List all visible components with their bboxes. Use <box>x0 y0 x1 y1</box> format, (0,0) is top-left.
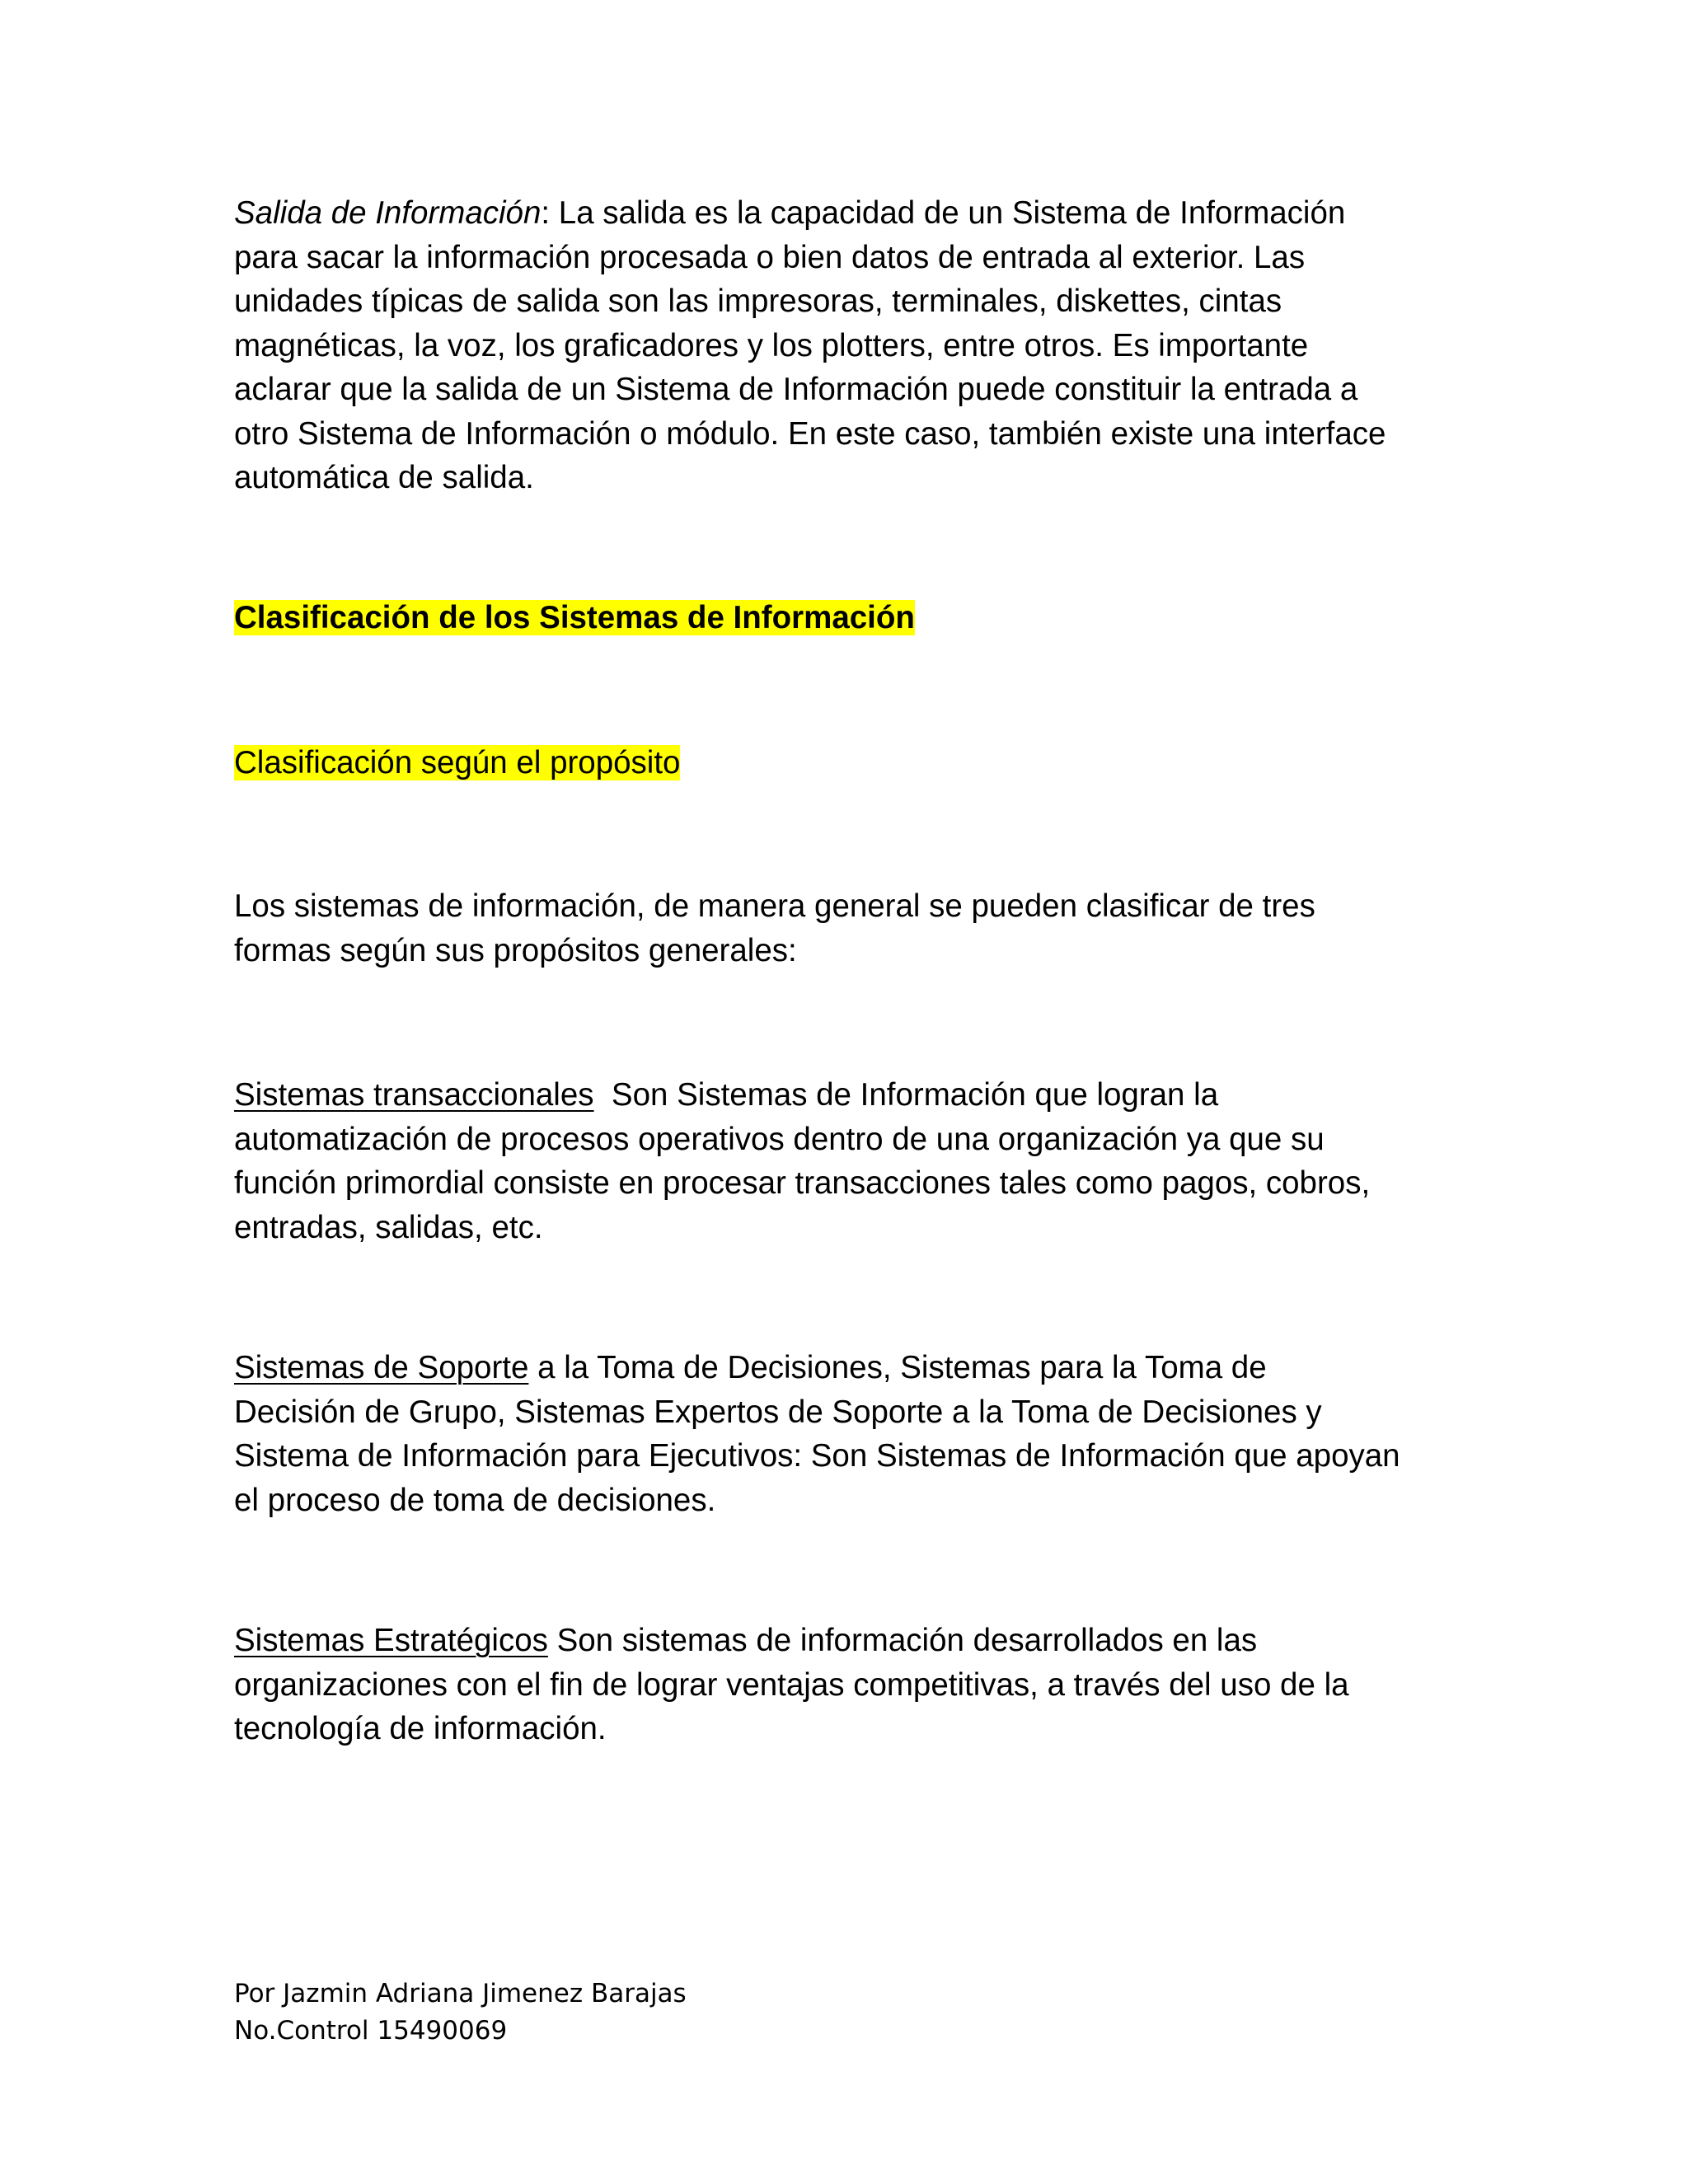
term-sistemas-transaccionales: Sistemas transaccionales <box>234 1077 594 1113</box>
paragraph-line: unidades típicas de salida son las impresoras, terminales, diskettes, cintas <box>234 284 1282 319</box>
paragraph-line: formas según sus propósitos generales: <box>234 932 797 968</box>
footer-author: Por Jazmin Adriana Jimenez Barajas <box>234 1979 687 2008</box>
paragraph-line: otro Sistema de Información o módulo. En este caso, también existe una interface <box>234 415 1386 452</box>
paragraph-transaccionales <box>234 1073 1470 1249</box>
paragraph-intro <box>234 884 1470 972</box>
paragraph-line: automática de salida. <box>234 460 534 495</box>
paragraph-line: Sistemas transaccionales Son Sistemas de Información que logran la <box>234 1077 1219 1113</box>
subheading-proposito-text: Clasificación según el propósito <box>234 745 681 780</box>
paragraph-estrategicos <box>234 1619 1470 1751</box>
paragraph-line: Los sistemas de información, de manera general se pueden clasificar de tres <box>234 888 1315 924</box>
footer <box>234 1975 687 2050</box>
footer-control-number: No.Control 15490069 <box>234 2016 508 2046</box>
term-salida-informacion: Salida de Información <box>234 195 542 231</box>
paragraph-line: Sistemas de Soporte a la Toma de Decisiones, Sistemas para la Toma de <box>234 1350 1267 1385</box>
paragraph-line: aclarar que la salida de un Sistema de Información puede constituir la entrada a <box>234 372 1358 407</box>
heading-clasificacion-text: Clasificación de los Sistemas de Información <box>234 600 915 635</box>
heading-clasificacion <box>234 596 1470 640</box>
paragraph-line: tecnología de información. <box>234 1711 607 1746</box>
subheading-proposito <box>234 741 1470 785</box>
paragraph-line: organizaciones con el fin de lograr ventajas competitivas, a través del uso de la <box>234 1666 1349 1703</box>
paragraph-line: automatización de procesos operativos dentro de una organización ya que su <box>234 1121 1325 1157</box>
paragraph-line: Salida de Información: La salida es la capacidad de un Sistema de Información <box>234 195 1346 231</box>
paragraph-line: Sistemas Estratégicos Son sistemas de información desarrollados en las <box>234 1623 1258 1658</box>
paragraph-line: para sacar la información procesada o bien datos de entrada al exterior. Las <box>234 239 1306 275</box>
paragraph-line: entradas, salidas, etc. <box>234 1209 543 1245</box>
paragraph-line: Decisión de Grupo, Sistemas Expertos de Soporte a la Toma de Decisiones y <box>234 1394 1322 1430</box>
paragraph-line: Sistema de Información para Ejecutivos: Son Sistemas de Información que apoyan <box>234 1438 1400 1474</box>
paragraph-line: magnéticas, la voz, los graficadores y los plotters, entre otros. Es importante <box>234 327 1309 363</box>
paragraph-line: el proceso de toma de decisiones. <box>234 1482 716 1518</box>
paragraph-line: función primordial consiste en procesar transacciones tales como pagos, cobros, <box>234 1165 1371 1201</box>
paragraph-soporte <box>234 1346 1470 1522</box>
paragraph-salida-informacion <box>234 191 1470 500</box>
term-sistemas-soporte: Sistemas de Soporte <box>234 1350 529 1385</box>
term-sistemas-estrategicos: Sistemas Estratégicos <box>234 1623 548 1658</box>
